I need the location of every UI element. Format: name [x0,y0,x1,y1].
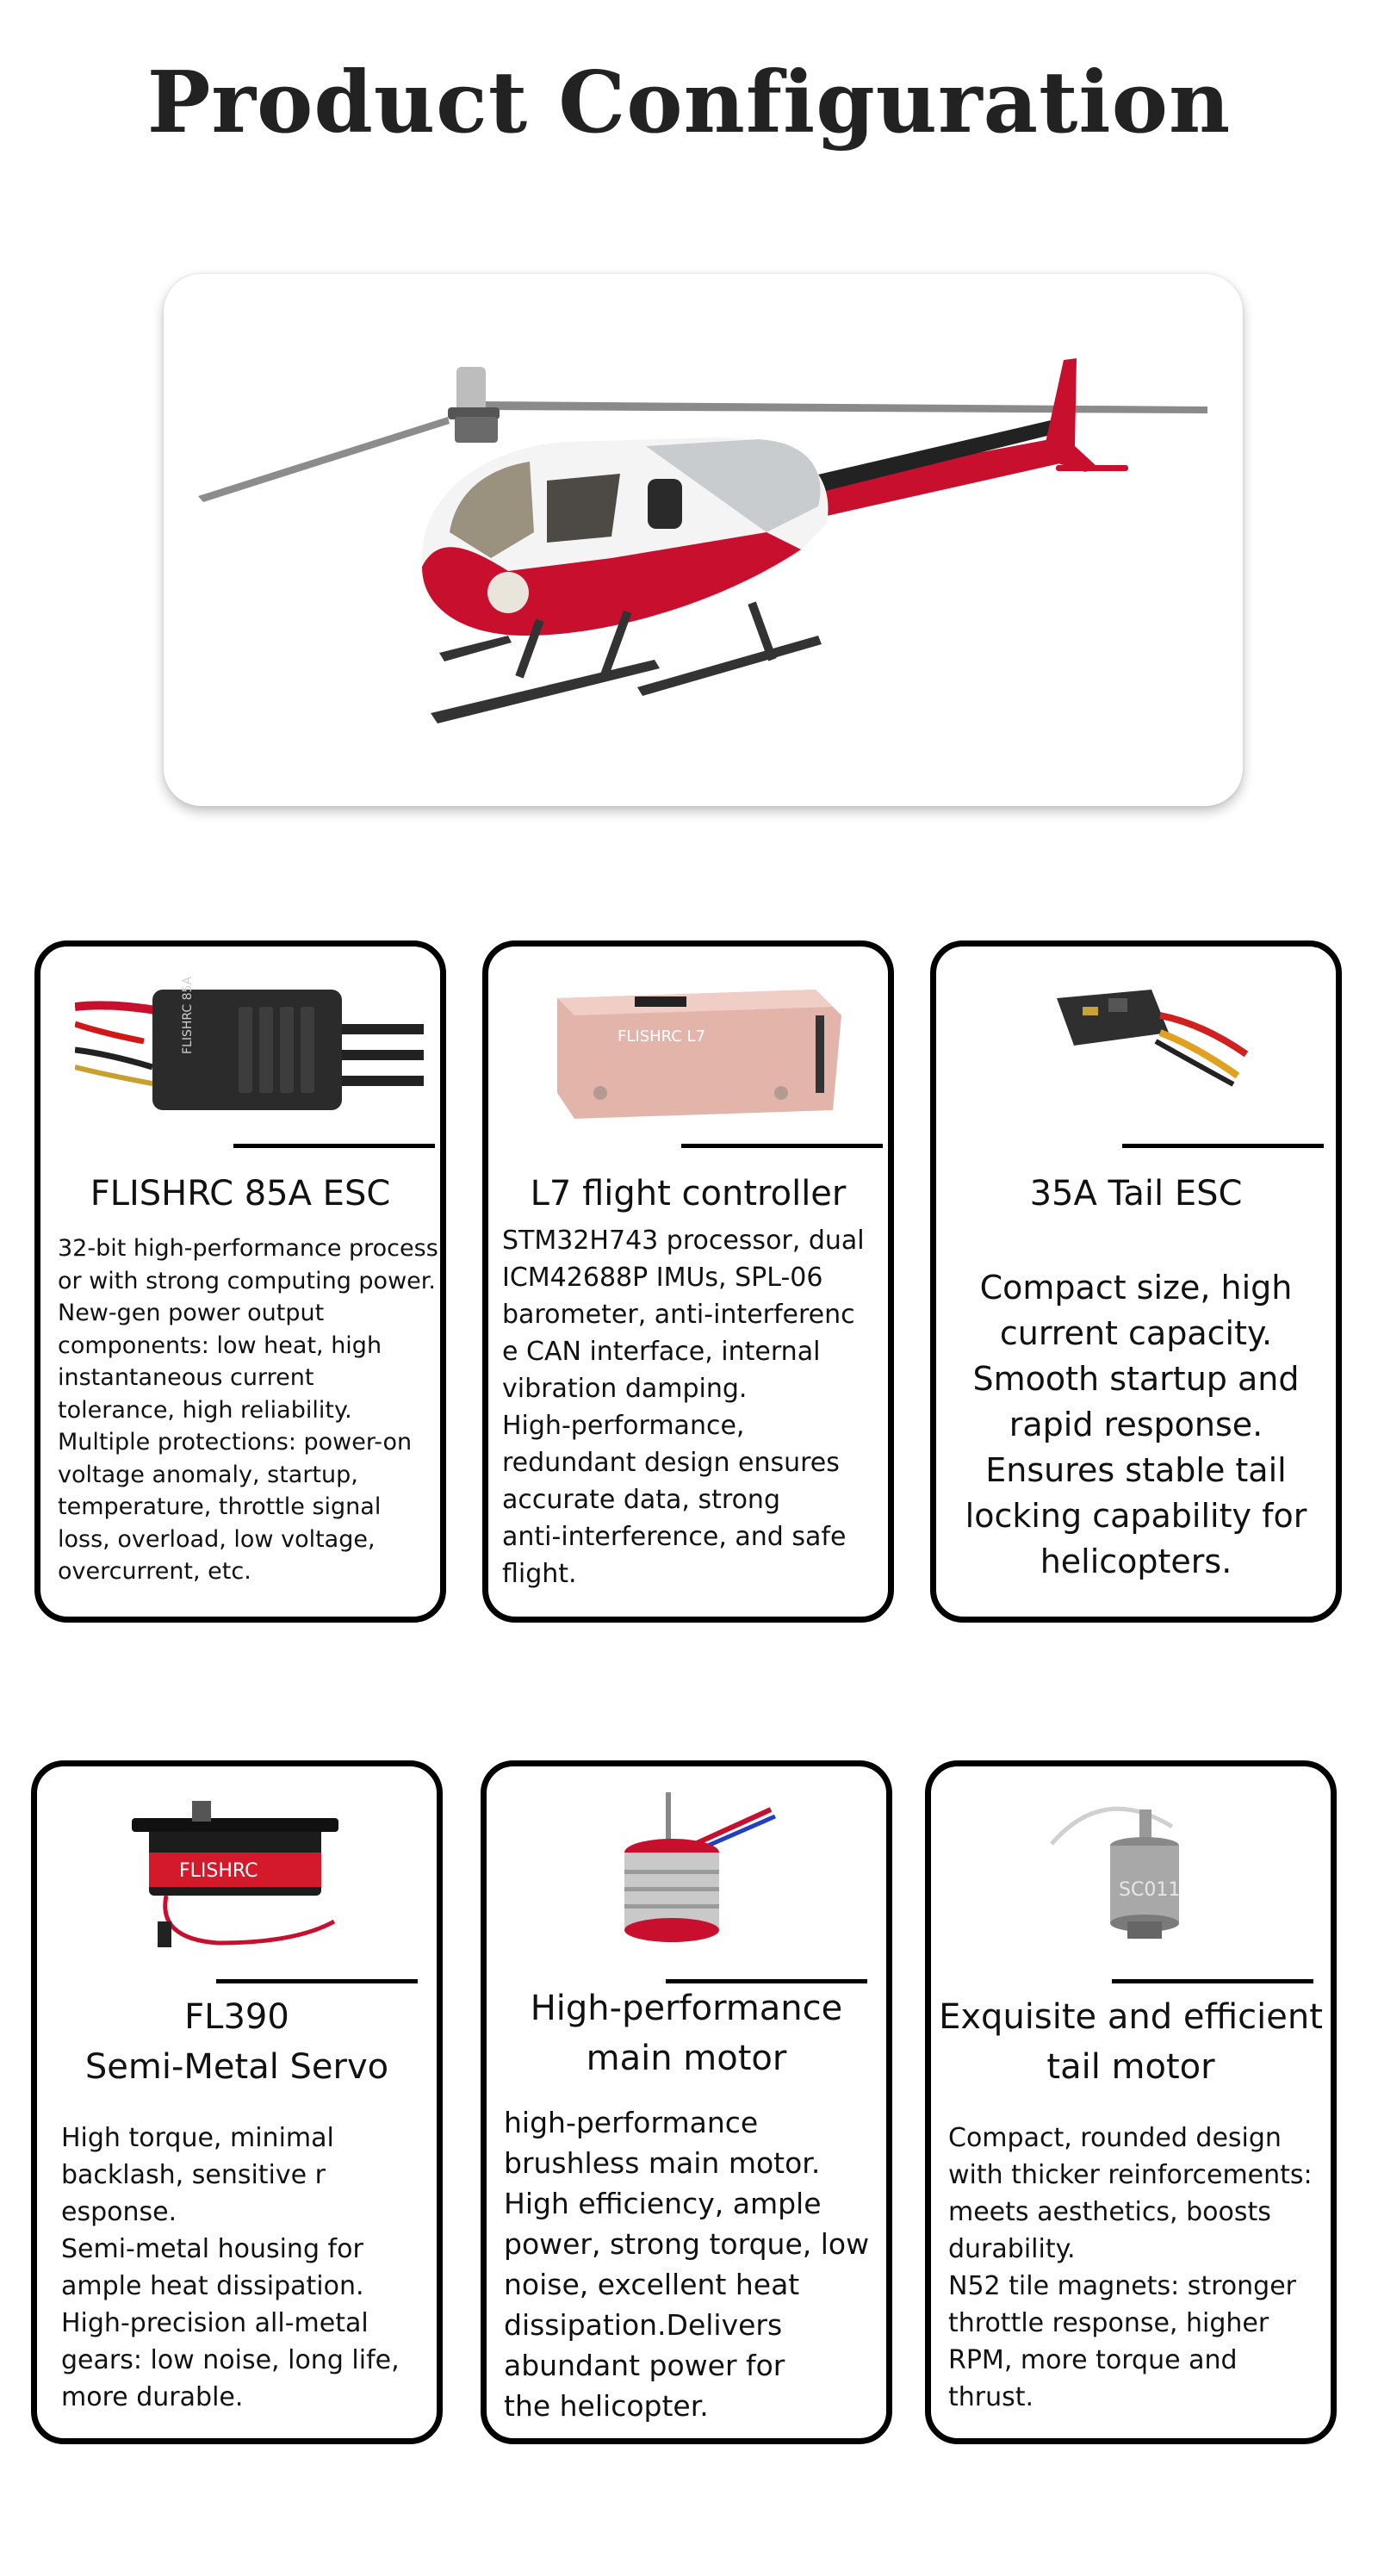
card-servo [31,1760,443,2444]
card-main-motor [481,1760,892,2444]
page-title: Product Configuration [146,53,1232,152]
divider-line [681,1144,883,1148]
card-title: FLISHRC 85A ESC [90,1174,391,1214]
main-motor-image [624,1792,797,1956]
helicopter-image [164,274,1243,806]
servo-image [132,1792,356,1956]
card-description: Compact, rounded design with thicker reinforcements: meets aesthetics, boosts durability. N52 tile magnets: stronger throttle response, higher RPM, more torque and thrust. [948,2123,1313,2412]
servo-label: FLISHRC [179,1860,258,1882]
motor-label: SC011 [1119,1879,1181,1901]
divider-line [233,1144,435,1148]
card-title: 35A Tail ESC [1029,1174,1243,1214]
hero-image-frame [164,274,1243,806]
esc-label: FLISHRC 85A [181,976,195,1054]
card-title: High-performance main motor [530,1989,843,2078]
card-title: FL390 Semi-Metal Servo [84,1997,389,2087]
card-description: high-performance brushless main motor. High efficiency, ample power, strong torque, low noise, excellent heat dissipation.Delivers abundant power for the helicopter. [504,2106,870,2423]
controller-label: FLISHRC L7 [618,1027,706,1046]
divider-line [216,1979,418,1983]
card-tail-esc [930,940,1342,1623]
card-esc-85a [34,940,446,1623]
card-flight-controller [482,940,894,1623]
card-description: 32-bit high-performance process or with strong computing power. New-gen power output components: low heat, high instantaneous current tolerance, high reliability. Multiple protections: power-on voltage anomaly, startup, temperature, throttle signal loss, overload, low voltage, overcurrent, etc. [58,1235,438,1585]
card-description: STM32H743 processor, dual ICM42688P IMUs, SPL-06 barometer, anti-interferenc e CAN interface, internal vibration damping. High-performance, redundant design ensures accurate data, strong anti-interference, and safe flight. [502,1226,865,1589]
divider-line [1122,1144,1324,1148]
tail-esc-image [1048,972,1255,1093]
tail-motor-image [1043,1792,1241,1956]
card-tail-motor [925,1760,1337,2444]
card-title: Exquisite and efficient tail motor [939,1997,1323,2087]
card-title: L7 flight controller [530,1174,847,1214]
divider-line [1112,1979,1313,1983]
esc-85a-image [75,972,428,1127]
card-description: Compact size, high current capacity. Smooth startup and rapid response. Ensures stable tail locking capability for helicopters. [965,1269,1307,1580]
flight-controller-image [540,964,850,1127]
card-description: High torque, minimal backlash, sensitive r esponse. Semi-metal housing for ample heat dissipation. High-precision all-metal gears: low noise, long life, more durable. [61,2123,400,2412]
